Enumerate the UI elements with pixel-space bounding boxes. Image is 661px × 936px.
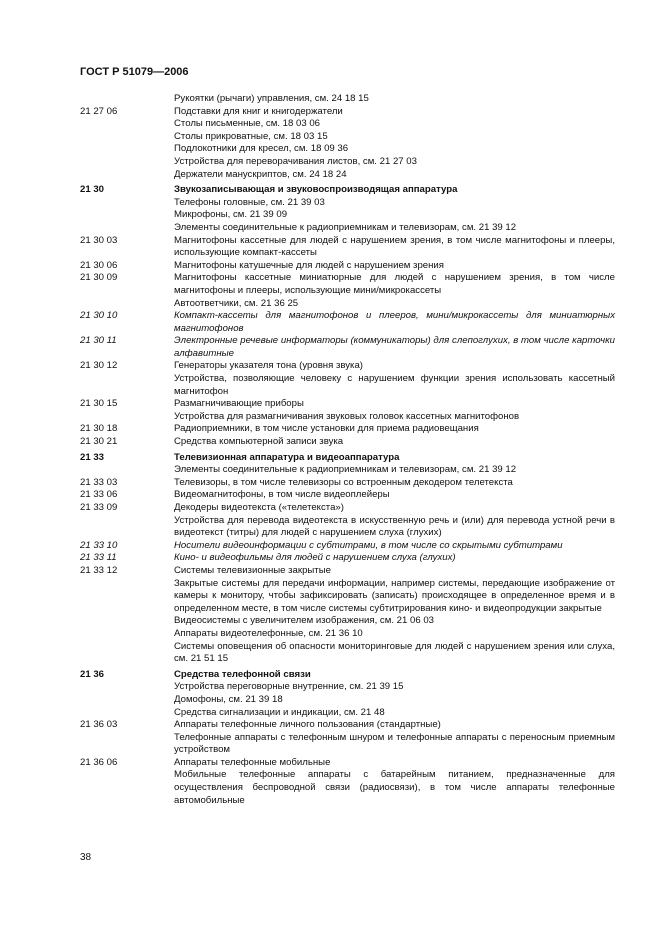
item-description: Видеосистемы с увеличителем изображения, см. 21 06 03: [174, 615, 434, 627]
item-code: [80, 209, 174, 222]
item-description: Средства компьютерной записи звука: [174, 436, 344, 448]
list-item: [80, 628, 615, 641]
item-code: 21 27 06: [80, 105, 118, 117]
item-code: 21 30: [80, 184, 105, 196]
item-code: 21 36 06: [80, 756, 118, 768]
item-code: 21 36: [80, 668, 105, 680]
item-description: Электронные речевые информаторы (коммуникаторы) для слепоглухих, в том числе карточки алфавитные: [174, 335, 615, 359]
item-code: 21 30 12: [80, 360, 118, 372]
list-item: [80, 540, 615, 553]
section-heading-row: [80, 669, 615, 682]
list-item: [80, 423, 615, 436]
list-item: [80, 235, 615, 260]
item-description: Домофоны, см. 21 39 18: [174, 693, 283, 705]
item-code: [80, 641, 174, 666]
list-item: [80, 156, 615, 169]
list-item: [80, 335, 615, 360]
item-code: 21 33 06: [80, 489, 118, 501]
list-item: [80, 373, 615, 398]
list-item: [80, 360, 615, 373]
item-description: Закрытые системы для передачи информации, например системы, передающие изображение от камеры к монитору, чтобы зафиксировать (записать) происходящее в определенное время и в определенном месте, в том числе системы субтитрирования кино- и видеопродукции закрытые: [174, 577, 615, 614]
item-code: [80, 628, 174, 641]
item-code: [80, 694, 174, 707]
item-description: Аппараты телефонные личного пользования (стандартные): [174, 719, 441, 731]
list-item: [80, 93, 615, 106]
item-code: 21 30 21: [80, 436, 118, 448]
list-item: [80, 681, 615, 694]
item-description: Столы письменные, см. 18 03 06: [174, 118, 321, 130]
item-description: Декодеры видеотекста («телетекста»): [174, 502, 344, 513]
list-item: [80, 757, 615, 770]
item-code: [80, 118, 174, 131]
item-description: Устройства переговорные внутренние, см. 21 39 15: [174, 681, 404, 693]
classification-list: [80, 93, 615, 807]
item-description: Размагничивающие приборы: [174, 398, 304, 410]
item-code: 21 33 12: [80, 564, 118, 576]
item-code: [80, 143, 174, 156]
item-description: Средства телефонной связи: [174, 668, 311, 680]
item-code: 21 30 11: [80, 335, 117, 347]
item-code: [80, 578, 174, 616]
item-code: [80, 732, 174, 757]
list-item: [80, 464, 615, 477]
item-code: [80, 707, 174, 720]
item-code: 21 33 03: [80, 476, 118, 488]
list-item: [80, 769, 615, 807]
list-item: [80, 565, 615, 578]
item-description: Подлокотники для кресел, см. 18 09 36: [174, 143, 349, 155]
item-description: Носители видеоинформации с субтитрами, в том числе со скрытыми субтитрами: [174, 539, 563, 551]
item-code: 21 30 03: [80, 234, 118, 246]
item-code: 21 33 09: [80, 502, 118, 513]
list-item: [80, 719, 615, 732]
list-item: [80, 707, 615, 720]
item-description: Аппараты телефонные мобильные: [174, 756, 331, 768]
list-item: [80, 732, 615, 757]
list-item: [80, 578, 615, 616]
item-description: Элементы соединительные к радиоприемникам и телевизорам, см. 21 39 12: [174, 464, 517, 476]
item-description: Телефонные аппараты с телефонным шнуром и телефонные аппараты с переносным приемным устройством: [174, 731, 615, 756]
item-code: [80, 373, 174, 398]
item-description: Звукозаписывающая и звуковоспроизводящая аппаратура: [174, 184, 458, 196]
list-item: [80, 298, 615, 311]
list-item: [80, 143, 615, 156]
item-description: Микрофоны, см. 21 39 09: [174, 209, 288, 221]
item-code: 21 36 03: [80, 719, 118, 731]
list-item: [80, 502, 615, 515]
item-code: [80, 411, 174, 424]
item-description: Кино- и видеофильмы для людей с нарушением слуха (глухих): [174, 552, 456, 564]
item-code: [80, 156, 174, 169]
item-code: [80, 515, 174, 540]
item-code: [80, 93, 174, 106]
list-item: [80, 411, 615, 424]
item-code: [80, 131, 174, 144]
item-description: Магнитофоны кассетные для людей с нарушением зрения, в том числе магнитофоны и плееры, использующие компакт-кассеты: [174, 234, 615, 259]
list-item: [80, 197, 615, 210]
document-header: ГОСТ Р 51079—2006: [80, 66, 189, 78]
item-description: Компакт-кассеты для магнитофонов и плееров, мини/микрокассеты для миниатюрных магнитофонов: [174, 310, 615, 334]
item-description: Подставки для книг и книгодержатели: [174, 105, 343, 117]
item-description: Устройства для переворачивания листов, см. 21 27 03: [174, 155, 417, 167]
item-description: Генераторы указателя тона (уровня звука): [174, 360, 363, 372]
item-description: Элементы соединительные к радиоприемникам и телевизорам, см. 21 39 12: [174, 221, 517, 233]
list-item: [80, 106, 615, 119]
item-description: Держатели манускриптов, см. 24 18 24: [174, 168, 347, 180]
list-item: [80, 641, 615, 666]
item-code: 21 30 15: [80, 398, 118, 410]
item-description: Телефоны головные, см. 21 39 03: [174, 196, 325, 208]
list-item: [80, 694, 615, 707]
item-code: [80, 464, 174, 477]
list-item: [80, 131, 615, 144]
list-item: [80, 222, 615, 235]
item-code: 21 30 10: [80, 310, 118, 322]
item-code: [80, 681, 174, 694]
item-description: Аппараты видеотелефонные, см. 21 36 10: [174, 627, 363, 639]
item-description: Радиоприемники, в том числе установки для приема радиовещания: [174, 423, 479, 435]
item-description: Автоответчики, см. 21 36 25: [174, 297, 299, 309]
item-description: Устройства для перевода видеотекста в искусственную речь и (или) для перевода устной речи в видеотекст (титры) для людей с нарушением слуха (глухих): [174, 514, 615, 539]
item-code: 21 33 10: [80, 539, 118, 551]
item-description: Магнитофоны катушечные для людей с нарушением зрения: [174, 259, 444, 271]
item-code: 21 30 09: [80, 272, 118, 284]
page-number: 38: [80, 852, 92, 863]
item-code: 21 33: [80, 451, 105, 463]
item-description: Системы оповещения об опасности мониторинговые для людей с нарушением зрения или слуха, см. 21 51 15: [174, 640, 615, 665]
list-item: [80, 398, 615, 411]
list-item: [80, 169, 615, 182]
item-description: Рукоятки (рычаги) управления, см. 24 18 15: [174, 93, 369, 104]
item-description: Средства сигнализации и индикации, см. 21 48: [174, 706, 385, 718]
list-item: [80, 515, 615, 540]
item-code: 21 30 06: [80, 259, 118, 271]
item-description: Системы телевизионные закрытые: [174, 564, 331, 576]
item-code: [80, 169, 174, 182]
item-code: [80, 298, 174, 311]
item-code: [80, 769, 174, 807]
item-description: Видеомагнитофоны, в том числе видеоплейеры: [174, 489, 390, 501]
list-item: [80, 552, 615, 565]
item-description: Телевизионная аппаратура и видеоаппаратура: [174, 451, 400, 463]
item-code: [80, 197, 174, 210]
item-description: Устройства, позволяющие человеку с нарушением функции зрения использовать кассетный магнитофон: [174, 373, 615, 397]
item-code: 21 30 18: [80, 423, 118, 435]
list-item: [80, 436, 615, 449]
item-description: Мобильные телефонные аппараты с батарейным питанием, предназначенные для осуществления беспроводной связи (радиосвязи), в том числе аппараты телефонные автомобильные: [174, 769, 615, 806]
item-description: Столы прикроватные, см. 18 03 15: [174, 130, 328, 142]
list-item: [80, 272, 615, 297]
list-item: [80, 118, 615, 131]
item-code: 21 33 11: [80, 552, 117, 564]
list-item: [80, 477, 615, 490]
section-heading-row: [80, 184, 615, 197]
list-item: [80, 209, 615, 222]
list-item: [80, 260, 615, 273]
list-item: [80, 489, 615, 502]
item-description: Магнитофоны кассетные миниатюрные для людей с нарушением зрения, в том числе магнитофоны и плееры, использующие мини/микрокассеты: [174, 272, 615, 296]
section-heading-row: [80, 452, 615, 465]
item-description: Устройства для размагничивания звуковых головок кассетных магнитофонов: [174, 410, 520, 422]
list-item: [80, 615, 615, 628]
list-item: [80, 310, 615, 335]
item-description: Телевизоры, в том числе телевизоры со встроенным декодером телетекста: [174, 476, 513, 488]
item-code: [80, 615, 174, 628]
item-code: [80, 222, 174, 235]
